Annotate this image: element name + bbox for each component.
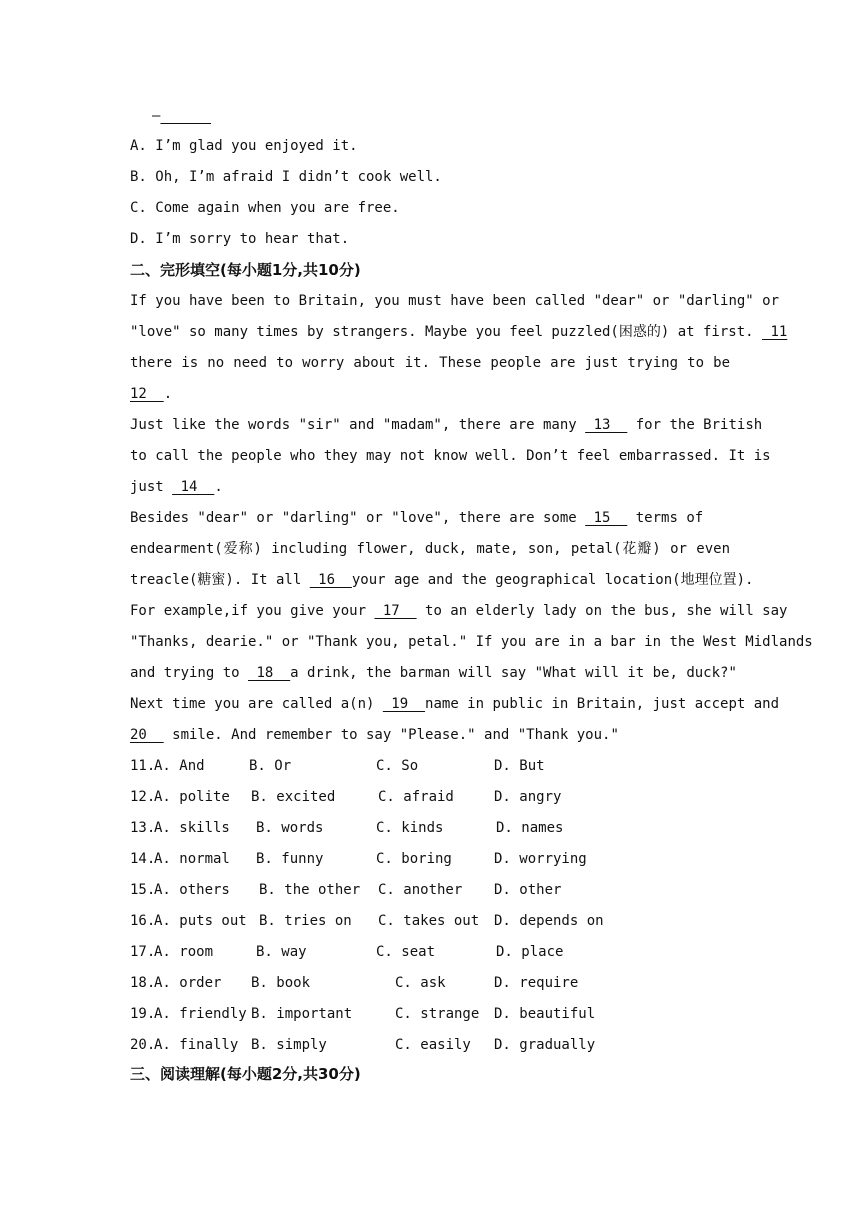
passage-line-5 xyxy=(130,415,763,435)
option-b: B. funny xyxy=(256,851,324,867)
option-c: C. ask xyxy=(395,975,446,991)
blank-20: 20 xyxy=(130,727,164,743)
passage-text: for the British xyxy=(627,417,763,433)
blank-14: 14 xyxy=(172,479,215,495)
option-d: D. beautiful xyxy=(494,1006,596,1022)
passage-line-12: "Thanks, dearie." or "Thank you, petal." If you are in a bar in the West Midlands xyxy=(130,634,813,650)
passage-line-7 xyxy=(130,477,730,497)
passage-line-10 xyxy=(130,570,754,590)
option-b: B. Or xyxy=(249,758,292,774)
blank-12: 12 xyxy=(130,386,164,402)
blank-19: 19 xyxy=(382,696,426,712)
passage-text: just xyxy=(130,479,173,495)
option-a: A. finally xyxy=(154,1037,239,1053)
passage-line-6: to call the people who they may not know well. Don’t feel embarrassed. It is xyxy=(130,448,771,464)
passage-line-9: endearment(爱称) including flower, duck, mate, son, petal(花瓣) or even xyxy=(130,541,730,557)
section-heading-cloze: 二、完形填空(每小题1分,共10分) xyxy=(130,261,361,279)
option-b: B. simply xyxy=(251,1037,327,1053)
option-a: A. puts out xyxy=(154,913,247,929)
passage-text: . xyxy=(214,479,223,495)
passage-text: smile. And remember to say "Please." and "Thank you." xyxy=(163,727,619,743)
passage-line-2 xyxy=(130,322,788,342)
passage-text: name in public in Britain, just accept and xyxy=(425,696,780,712)
question-number: 16. xyxy=(130,913,156,929)
option-a: A. skills xyxy=(154,820,230,836)
option-b: B. way xyxy=(256,944,307,960)
option-c: C. takes out xyxy=(378,913,480,929)
passage-text: Besides "dear" or "darling" or "love", there are some xyxy=(130,510,586,526)
question-number: 20. xyxy=(130,1037,156,1053)
passage-text: your age and the geographical location(地理位置). xyxy=(351,572,754,588)
blank-13: 13 xyxy=(585,417,628,433)
option-a: A. room xyxy=(154,944,214,960)
option-a: A. others xyxy=(154,882,230,898)
option-c: C. strange xyxy=(395,1006,480,1022)
blank-17: 17 xyxy=(374,603,417,619)
option-a: A. friendly xyxy=(154,1006,247,1022)
passage-line-4 xyxy=(130,384,730,404)
option-a: A. normal xyxy=(154,851,230,867)
question-number: 19. xyxy=(130,1006,156,1022)
option-d: D. depends on xyxy=(494,913,604,929)
option-d: D. names xyxy=(496,820,564,836)
passage-text: . xyxy=(163,386,173,402)
option-d: D. worrying xyxy=(494,851,587,867)
option-b: B. excited xyxy=(251,789,336,805)
passage-text: to an elderly lady on the bus, she will say xyxy=(416,603,788,619)
dash: — xyxy=(152,108,161,124)
option-c: C. seat xyxy=(376,944,436,960)
option-c: C. So xyxy=(376,758,419,774)
option-a: A. polite xyxy=(154,789,230,805)
passage-line-3: there is no need to worry about it. These people are just trying to be xyxy=(130,355,730,371)
option-d: D. other xyxy=(494,882,562,898)
option-a: A. And xyxy=(154,758,205,774)
question-number: 14. xyxy=(130,851,156,867)
option-b: B. words xyxy=(256,820,324,836)
answer-blank: ______ xyxy=(160,108,212,124)
blank-15: 15 xyxy=(585,510,628,526)
option-d: D. But xyxy=(494,758,545,774)
option-c: C. kinds xyxy=(376,820,444,836)
option-d: D. angry xyxy=(494,789,562,805)
passage-line-14 xyxy=(130,694,780,714)
answer-line xyxy=(152,106,752,126)
passage-text: "love" so many times by strangers. Maybe you feel puzzled(困惑的) at first. xyxy=(130,324,763,340)
passage-text: Just like the words "sir" and "madam", there are many xyxy=(130,417,586,433)
question-number: 11. xyxy=(130,758,156,774)
option-b: B. the other xyxy=(259,882,361,898)
question-number: 13. xyxy=(130,820,156,836)
blank-11: 11 xyxy=(762,324,788,340)
option-c: C. easily xyxy=(395,1037,471,1053)
passage-text: treacle(糖蜜). It all xyxy=(130,572,310,588)
question-number: 18. xyxy=(130,975,156,991)
passage-text: Next time you are called a(n) xyxy=(130,696,383,712)
top-option-a: A. I’m glad you enjoyed it. xyxy=(130,138,358,154)
passage-text: a drink, the barman will say "What will it be, duck?" xyxy=(290,665,737,681)
option-c: C. boring xyxy=(376,851,452,867)
passage-line-8 xyxy=(130,508,730,528)
option-d: D. gradually xyxy=(494,1037,596,1053)
passage-text: and trying to xyxy=(130,665,249,681)
option-c: C. afraid xyxy=(378,789,454,805)
passage-line-1: If you have been to Britain, you must have been called "dear" or "darling" or xyxy=(130,293,780,309)
top-option-d: D. I’m sorry to hear that. xyxy=(130,231,350,247)
option-b: B. important xyxy=(251,1006,353,1022)
question-number: 12. xyxy=(130,789,156,805)
top-option-b: B. Oh, I’m afraid I didn’t cook well. xyxy=(130,169,442,185)
passage-line-15 xyxy=(130,725,730,745)
passage-line-11 xyxy=(130,601,788,621)
passage-text: For example,if you give your xyxy=(130,603,375,619)
passage-line-13 xyxy=(130,663,737,683)
option-d: D. place xyxy=(496,944,564,960)
option-c: C. another xyxy=(378,882,463,898)
option-a: A. order xyxy=(154,975,222,991)
blank-16: 16 xyxy=(309,572,352,588)
option-d: D. require xyxy=(494,975,579,991)
option-b: B. book xyxy=(251,975,311,991)
option-b: B. tries on xyxy=(259,913,352,929)
question-number: 15. xyxy=(130,882,156,898)
passage-text: terms of xyxy=(627,510,704,526)
blank-18: 18 xyxy=(248,665,291,681)
question-number: 17. xyxy=(130,944,156,960)
top-option-c: C. Come again when you are free. xyxy=(130,200,400,216)
section-heading-reading: 三、阅读理解(每小题2分,共30分) xyxy=(130,1065,361,1083)
